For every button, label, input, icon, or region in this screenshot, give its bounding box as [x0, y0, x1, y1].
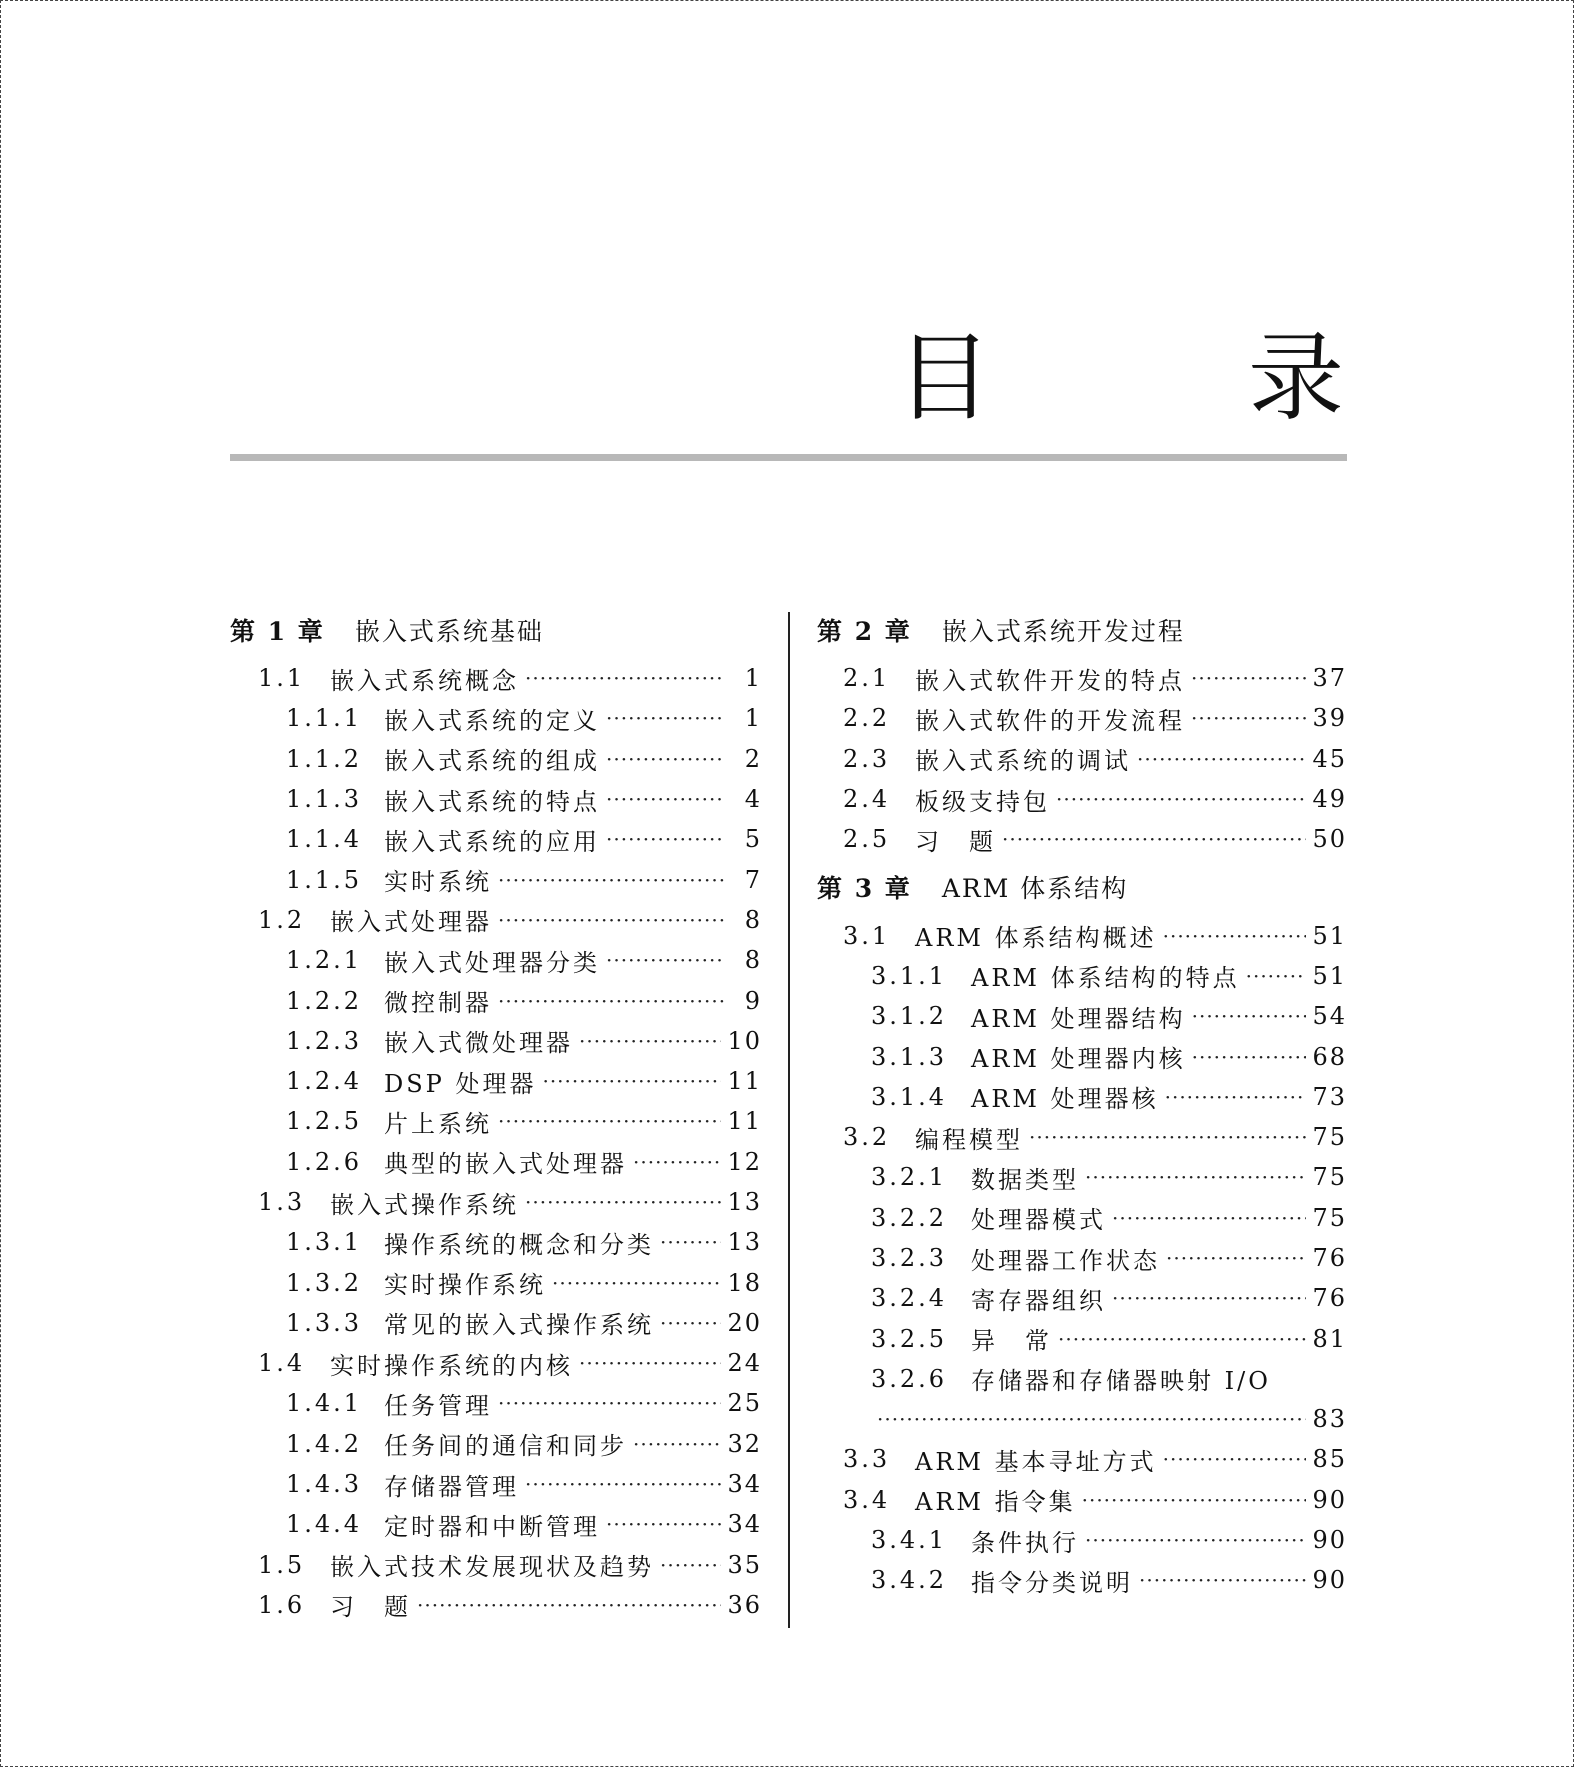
- dot-leader: [1166, 1246, 1306, 1270]
- entry-number: 3.1.1: [871, 961, 948, 990]
- dot-leader: [1163, 1447, 1307, 1471]
- toc-subsection-entry[interactable]: [817, 956, 1347, 996]
- entry-number: 3.2: [843, 1123, 891, 1152]
- entry-title: ARM 处理器结构: [971, 1004, 1186, 1033]
- page-number: 49: [1312, 785, 1347, 814]
- chapter-number: 第 3 章: [817, 874, 912, 904]
- page-number: 75: [1312, 1163, 1347, 1192]
- entry-number: 1.3: [258, 1188, 306, 1216]
- page-number: 90: [1312, 1485, 1347, 1514]
- entry-number: 1.2.2: [286, 986, 363, 1015]
- page-title: 目 录: [896, 322, 1424, 434]
- page-number: 11: [727, 1067, 762, 1096]
- dot-leader: [1192, 1045, 1307, 1069]
- dot-leader: [1191, 666, 1306, 690]
- toc-subsection-entry[interactable]: [230, 698, 762, 738]
- entry-title: 微控制器: [384, 989, 492, 1018]
- entry-title: 嵌入式软件开发的特点: [915, 666, 1185, 695]
- entry-title: ARM 基本寻址方式: [915, 1447, 1157, 1476]
- column-divider: [788, 612, 790, 1628]
- toc-subsection-entry[interactable]: [230, 1464, 762, 1504]
- toc-subsection-entry[interactable]: [817, 1036, 1347, 1076]
- toc-subsection-entry[interactable]: [230, 1303, 762, 1343]
- page-number: 34: [727, 1510, 762, 1539]
- entry-title: ARM 处理器核: [971, 1085, 1159, 1114]
- entry-number: 1.4.1: [286, 1389, 363, 1418]
- toc-subsection-entry[interactable]: [230, 859, 762, 899]
- chapter-title: ARM 体系结构: [941, 874, 1129, 904]
- toc-subsection-entry[interactable]: [230, 1142, 762, 1182]
- entry-title: 实时操作系统的内核: [330, 1351, 573, 1380]
- toc-subsection-entry[interactable]: [230, 1101, 762, 1141]
- page-number: 24: [727, 1349, 762, 1378]
- entry-number: 3.2.6: [871, 1364, 948, 1393]
- dot-leader: [877, 1407, 1306, 1431]
- toc-section-entry[interactable]: [817, 779, 1347, 819]
- page-number: 51: [1312, 921, 1347, 950]
- entry-title: 典型的嵌入式处理器: [384, 1150, 627, 1179]
- page-number: 50: [1312, 825, 1347, 854]
- toc-subsection-entry[interactable]: [230, 739, 762, 779]
- toc-subsection-entry[interactable]: [230, 940, 762, 980]
- toc-section-entry[interactable]: [230, 658, 762, 698]
- dot-leader: [542, 1069, 721, 1093]
- dot-leader: [1056, 787, 1306, 811]
- toc-section-entry[interactable]: [817, 698, 1347, 738]
- toc-section-entry[interactable]: [817, 915, 1347, 955]
- dot-leader: [660, 1230, 721, 1254]
- toc-section-entry[interactable]: [230, 1585, 762, 1625]
- toc-subsection-entry[interactable]: [817, 1077, 1347, 1117]
- dot-leader: [552, 1271, 721, 1295]
- page-number: 85: [1312, 1445, 1347, 1474]
- entry-title: 嵌入式系统的应用: [384, 827, 600, 856]
- dot-leader: [1137, 747, 1306, 771]
- entry-title: 数据类型: [971, 1165, 1079, 1194]
- entry-number: 1.2.6: [286, 1147, 363, 1176]
- page-number: 37: [1312, 664, 1347, 693]
- toc-subsection-entry[interactable]: [230, 980, 762, 1020]
- entry-number: 1.1.1: [286, 704, 363, 733]
- toc-left-column: [230, 612, 762, 1625]
- dot-leader: [660, 1311, 721, 1335]
- entry-title: 定时器和中断管理: [384, 1512, 600, 1541]
- dot-leader: [525, 1190, 721, 1214]
- entry-title: 嵌入式微处理器: [384, 1029, 573, 1058]
- dot-leader: [525, 666, 724, 690]
- toc-chapter-heading[interactable]: [817, 869, 1347, 915]
- page-number: 7: [744, 865, 762, 894]
- entry-title: 板级支持包: [915, 787, 1050, 816]
- entry-number: 2.1: [843, 664, 891, 693]
- page-number: 83: [1312, 1405, 1347, 1434]
- entry-title: 嵌入式技术发展现状及趋势: [330, 1553, 654, 1582]
- title-rule: [230, 454, 1347, 461]
- toc-chapter-heading[interactable]: [230, 612, 762, 658]
- entry-number: 1.1.2: [286, 744, 363, 773]
- entry-title: 嵌入式系统的定义: [384, 706, 600, 735]
- page-number: 90: [1312, 1526, 1347, 1555]
- toc-subsection-entry[interactable]: [230, 1504, 762, 1544]
- entry-number: 3.1.4: [871, 1082, 948, 1111]
- entry-number: 3.4: [843, 1485, 891, 1514]
- page-number: 8: [744, 905, 762, 934]
- toc-subsection-entry[interactable]: [817, 996, 1347, 1036]
- toc-section-entry[interactable]: [817, 658, 1347, 698]
- entry-title: 片上系统: [384, 1109, 492, 1138]
- entry-number: 1.2.3: [286, 1026, 363, 1055]
- page-number: 35: [727, 1550, 762, 1579]
- page-number: 76: [1312, 1244, 1347, 1272]
- toc-subsection-entry[interactable]: [817, 1520, 1347, 1560]
- page-number: 11: [727, 1107, 762, 1136]
- entry-number: 1.6: [258, 1590, 306, 1619]
- entry-number: 3.2.4: [871, 1284, 948, 1313]
- entry-number: 1.4.4: [286, 1510, 363, 1539]
- dot-leader: [1112, 1206, 1306, 1230]
- dot-leader: [498, 868, 724, 892]
- chapter-title: 嵌入式系统基础: [354, 617, 544, 646]
- entry-number: 1.1: [258, 664, 306, 693]
- page-number: 8: [744, 946, 762, 975]
- dot-leader: [1002, 827, 1306, 851]
- page-number: 1: [744, 704, 762, 733]
- page-number: 10: [727, 1026, 762, 1055]
- page-number: 18: [727, 1268, 762, 1297]
- entry-title: 常见的嵌入式操作系统: [384, 1311, 654, 1340]
- entry-title: ARM 体系结构的特点: [971, 964, 1240, 993]
- toc-section-entry[interactable]: [230, 1182, 762, 1222]
- entry-number: 1.2.1: [286, 946, 363, 975]
- entry-number: 1.4: [258, 1349, 306, 1378]
- dot-leader: [498, 1109, 721, 1133]
- dot-leader: [1029, 1125, 1306, 1149]
- dot-leader: [417, 1593, 721, 1617]
- page-number: 13: [727, 1188, 762, 1216]
- entry-number: 3.4.2: [871, 1566, 948, 1595]
- chapter-number: 第 1 章: [230, 617, 325, 646]
- toc-section-entry[interactable]: [230, 1545, 762, 1585]
- entry-number: 3.2.1: [871, 1163, 948, 1192]
- entry-title: 处理器模式: [971, 1206, 1106, 1235]
- dot-leader: [1192, 1004, 1307, 1028]
- dot-leader: [498, 989, 724, 1013]
- dot-leader: [1139, 1568, 1306, 1592]
- entry-number: 1.3.2: [286, 1268, 363, 1297]
- entry-number: 3.1.3: [871, 1042, 948, 1071]
- page-number: 45: [1312, 744, 1347, 773]
- entry-title: DSP 处理器: [384, 1069, 537, 1098]
- page-number: 36: [727, 1590, 762, 1619]
- toc-subsection-entry[interactable]: [230, 1262, 762, 1302]
- entry-title: 编程模型: [915, 1125, 1023, 1154]
- toc-subsection-entry[interactable]: [230, 1424, 762, 1464]
- page-number: 34: [727, 1470, 762, 1499]
- page-number: 73: [1312, 1082, 1347, 1111]
- entry-title: 嵌入式系统的调试: [915, 747, 1131, 776]
- toc-subsection-entry[interactable]: [817, 1399, 1347, 1439]
- dot-leader: [1085, 1165, 1306, 1189]
- toc-subsection-entry[interactable]: [817, 1359, 1347, 1399]
- entry-number: 3.1.2: [871, 1002, 948, 1031]
- toc-subsection-entry[interactable]: [230, 779, 762, 819]
- toc-section-entry[interactable]: [817, 819, 1347, 859]
- entry-title: 习 题: [330, 1593, 411, 1622]
- entry-number: 1.3.1: [286, 1228, 363, 1257]
- entry-title: 习 题: [915, 827, 996, 856]
- page-number: 20: [727, 1308, 762, 1337]
- entry-title: 嵌入式系统概念: [330, 666, 519, 695]
- entry-number: 1.3.3: [286, 1308, 363, 1337]
- page-number: 75: [1312, 1203, 1347, 1232]
- page-number: 32: [727, 1429, 762, 1458]
- dot-leader: [525, 1472, 721, 1496]
- entry-title: 存储器管理: [384, 1472, 519, 1501]
- page-number: 5: [744, 825, 762, 854]
- entry-number: 2.3: [843, 744, 891, 773]
- toc-section-entry[interactable]: [817, 1117, 1347, 1157]
- entry-title: 寄存器组织: [971, 1286, 1106, 1315]
- entry-title: 异 常: [971, 1327, 1052, 1356]
- entry-title: ARM 指令集: [915, 1488, 1076, 1517]
- toc-subsection-entry[interactable]: [230, 1222, 762, 1262]
- entry-title: 任务间的通信和同步: [384, 1432, 627, 1461]
- toc-subsection-entry[interactable]: [817, 1198, 1347, 1238]
- dot-leader: [633, 1150, 721, 1174]
- page-number: 76: [1312, 1284, 1347, 1313]
- entry-number: 1.5: [258, 1550, 306, 1579]
- toc-subsection-entry[interactable]: [230, 819, 762, 859]
- toc-subsection-entry[interactable]: [230, 1061, 762, 1101]
- toc-section-entry[interactable]: [817, 1439, 1347, 1479]
- entry-title: 任务管理: [384, 1391, 492, 1420]
- page-number: 25: [727, 1389, 762, 1418]
- entry-number: 1.1.5: [286, 865, 363, 894]
- entry-title: 指令分类说明: [971, 1568, 1133, 1597]
- dot-leader: [606, 948, 724, 972]
- entry-number: 2.4: [843, 785, 891, 814]
- page-number: 1: [744, 664, 762, 693]
- entry-title: 实时系统: [384, 868, 492, 897]
- dot-leader: [1085, 1528, 1306, 1552]
- entry-title: 嵌入式处理器: [330, 908, 492, 937]
- dot-leader: [1163, 924, 1307, 948]
- entry-title: 嵌入式操作系统: [330, 1190, 519, 1219]
- page-number: 4: [744, 785, 762, 814]
- entry-number: 3.2.2: [871, 1203, 948, 1232]
- toc-subsection-entry[interactable]: [817, 1157, 1347, 1197]
- page-number: 75: [1312, 1123, 1347, 1152]
- dot-leader: [498, 908, 724, 932]
- toc-chapter-heading[interactable]: [817, 612, 1347, 658]
- dot-leader: [606, 747, 724, 771]
- dot-leader: [1191, 706, 1306, 730]
- page-number: 2: [744, 744, 762, 773]
- toc-subsection-entry[interactable]: [817, 1318, 1347, 1358]
- entry-number: 1.2.5: [286, 1107, 363, 1136]
- dot-leader: [1058, 1327, 1306, 1351]
- entry-title: ARM 体系结构概述: [915, 924, 1157, 953]
- dot-leader: [579, 1029, 721, 1053]
- entry-number: 1.4.3: [286, 1470, 363, 1499]
- page-number: 51: [1312, 961, 1347, 990]
- page-number: 9: [744, 986, 762, 1015]
- entry-number: 1.1.4: [286, 825, 363, 854]
- toc-subsection-entry[interactable]: [817, 1560, 1347, 1600]
- toc-subsection-entry[interactable]: [230, 1021, 762, 1061]
- dot-leader: [660, 1553, 721, 1577]
- toc-section-entry[interactable]: [817, 739, 1347, 779]
- page-number: 68: [1312, 1042, 1347, 1071]
- page-number: 81: [1312, 1324, 1347, 1353]
- entry-title: 条件执行: [971, 1528, 1079, 1557]
- toc-subsection-entry[interactable]: [817, 1278, 1347, 1318]
- toc-right-column: [817, 612, 1347, 1601]
- toc-section-entry[interactable]: [817, 1480, 1347, 1520]
- page-number: 39: [1312, 704, 1347, 733]
- dot-leader: [606, 706, 724, 730]
- chapter-number: 第 2 章: [817, 617, 912, 646]
- page-number: 90: [1312, 1566, 1347, 1595]
- page-number: 13: [727, 1228, 762, 1257]
- entry-number: 1.2: [258, 905, 306, 934]
- dot-leader: [606, 787, 724, 811]
- entry-number: 3.3: [843, 1445, 891, 1474]
- entry-number: 3.2.3: [871, 1244, 948, 1272]
- entry-title: ARM 处理器内核: [971, 1045, 1186, 1074]
- entry-title: 嵌入式系统的特点: [384, 787, 600, 816]
- entry-number: 2.2: [843, 704, 891, 733]
- dot-leader: [606, 1512, 721, 1536]
- entry-title: 处理器工作状态: [971, 1246, 1160, 1275]
- toc-subsection-entry[interactable]: [230, 1383, 762, 1423]
- entry-title: 实时操作系统: [384, 1271, 546, 1300]
- chapter-title: 嵌入式系统开发过程: [941, 617, 1185, 646]
- dot-leader: [1082, 1488, 1307, 1512]
- toc-section-entry[interactable]: [230, 1343, 762, 1383]
- dot-leader: [1246, 964, 1307, 988]
- entry-number: 3.1: [843, 921, 891, 950]
- entry-number: 3.4.1: [871, 1526, 948, 1555]
- entry-number: 3.2.5: [871, 1324, 948, 1353]
- dot-leader: [1112, 1286, 1306, 1310]
- entry-number: 2.5: [843, 825, 891, 854]
- dot-leader: [633, 1432, 721, 1456]
- entry-number: 1.4.2: [286, 1429, 363, 1458]
- entry-title: 存储器和存储器映射 I/O: [971, 1367, 1271, 1396]
- entry-title: 操作系统的概念和分类: [384, 1230, 654, 1259]
- entry-title: 嵌入式系统的组成: [384, 747, 600, 776]
- toc-section-entry[interactable]: [230, 900, 762, 940]
- entry-number: 1.1.3: [286, 785, 363, 814]
- entry-title: 嵌入式处理器分类: [384, 948, 600, 977]
- toc-subsection-entry[interactable]: [817, 1238, 1347, 1278]
- dot-leader: [606, 827, 724, 851]
- dot-leader: [579, 1351, 721, 1375]
- entry-number: 1.2.4: [286, 1067, 363, 1096]
- page-number: 54: [1312, 1002, 1347, 1031]
- entry-title: 嵌入式软件的开发流程: [915, 706, 1185, 735]
- dot-leader: [1165, 1085, 1307, 1109]
- dot-leader: [498, 1391, 721, 1415]
- page-number: 12: [727, 1147, 762, 1176]
